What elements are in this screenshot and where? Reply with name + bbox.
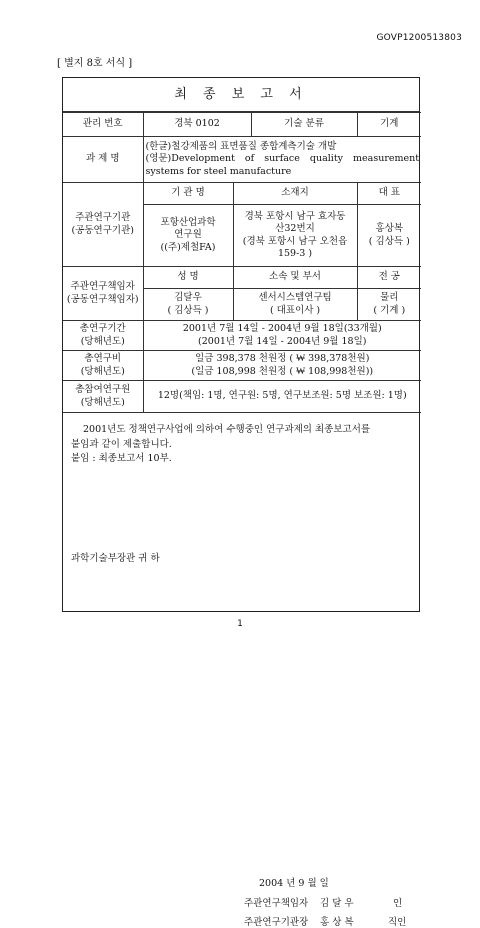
report-info-table xyxy=(63,112,421,413)
project-name-en: (영문)Development of surface quality measurement systems for steel manufacture xyxy=(145,153,420,177)
org-rep-line: 홍상복 xyxy=(375,223,404,235)
official-seal-mark: 직인 xyxy=(388,917,407,928)
addressee: 과학기술부장관 귀 하 xyxy=(71,553,160,564)
pi-label-joint: (공동연구책임자) xyxy=(66,293,139,305)
research-period xyxy=(143,321,421,351)
pi-label-main: 주관연구책임자 xyxy=(70,281,135,293)
pi-major xyxy=(357,289,421,321)
pi-signature-name: 김 달 우 xyxy=(320,898,354,910)
org-name xyxy=(143,205,233,267)
notice-line: 2001년도 정책연구사업에 의하여 수행중인 연구과제의 최종보고서를 xyxy=(83,424,371,435)
tech-class-label: 기술 분류 xyxy=(251,113,357,137)
head-signature-name: 홍 상 복 xyxy=(320,917,354,928)
org-name-line: 연구원 xyxy=(174,229,202,241)
staff-label-main: 총참여연구원 xyxy=(75,384,131,396)
org-col-addr: 소재지 xyxy=(233,183,357,205)
pi-major-line: ( 기계 ) xyxy=(373,304,406,316)
pi-label xyxy=(63,267,143,321)
pi-name-line: 김달우 xyxy=(174,292,202,304)
tech-class-value: 기계 xyxy=(357,113,421,137)
org-name-line: ((주)제철FA) xyxy=(160,241,216,253)
cost-label-main: 총연구비 xyxy=(84,353,122,365)
pi-col-dept: 소속 및 부서 xyxy=(233,267,357,289)
period-current: (2001년 7월 14일 - 2004년 9월 18일) xyxy=(198,335,367,347)
org-label-main: 주관연구기관 xyxy=(75,212,131,224)
org-address-line: (경북 포항시 남구 오천읍 xyxy=(242,235,348,247)
staff-label xyxy=(63,381,143,413)
period-label-main: 총연구기간 xyxy=(79,323,126,335)
org-address-line: 산32번지 xyxy=(275,223,315,235)
page-number: 1 xyxy=(237,619,243,629)
cost-label xyxy=(63,351,143,381)
org-col-rep: 대 표 xyxy=(357,183,421,205)
form-type-label: [ 별지 8호 서식 ] xyxy=(57,58,133,69)
pi-dept-line: 센서시스템연구팀 xyxy=(258,292,332,304)
staff-count: 12명(책임: 1명, 연구원: 5명, 연구보조원: 5명 보조원: 1명) xyxy=(143,381,421,413)
attachment-line: 붙임 : 최종보고서 10부. xyxy=(71,453,172,465)
cost-total: 일금 398,378 천원정 ( ₩ 398,378천원) xyxy=(195,353,370,365)
final-report-form xyxy=(62,77,420,928)
notice-line: 붙임과 같이 제출합니다. xyxy=(71,438,172,450)
org-address xyxy=(233,205,357,267)
org-representative xyxy=(357,205,421,267)
pi-name-line: ( 김상득 ) xyxy=(167,304,209,316)
document-id: GOVP1200513803 xyxy=(376,33,462,43)
research-cost xyxy=(143,351,421,381)
pi-dept-line: ( 대표이사 ) xyxy=(269,304,321,316)
period-total: 2001년 7월 14일 - 2004년 9월 18일(33개월) xyxy=(182,323,382,335)
pi-seal-mark: 인 xyxy=(393,898,403,910)
submission-notice xyxy=(63,413,419,467)
org-rep-line: ( 김상득 ) xyxy=(368,235,410,247)
period-label xyxy=(63,321,143,351)
cost-label-year: (당해년도) xyxy=(80,365,125,377)
org-col-name: 기 관 명 xyxy=(143,183,233,205)
project-label: 과 제 명 xyxy=(63,137,143,183)
period-label-year: (당해년도) xyxy=(80,335,125,347)
org-label xyxy=(63,183,143,267)
pi-col-name: 성 명 xyxy=(143,267,233,289)
staff-label-year: (당해년도) xyxy=(80,396,125,408)
cost-current: (일금 108,998 천원정 ( ₩ 108,998천원)) xyxy=(191,365,374,377)
pi-major-line: 물리 xyxy=(380,292,399,304)
head-signature-title: 주관연구기관장 xyxy=(244,917,309,928)
pi-name xyxy=(143,289,233,321)
project-names xyxy=(143,137,421,183)
pi-dept xyxy=(233,289,357,321)
submission-date: 2004 년 9 월 일 xyxy=(259,878,329,890)
pi-col-major: 전 공 xyxy=(357,267,421,289)
org-address-line: 159-3 ) xyxy=(277,247,313,259)
org-label-joint: (공동연구기관) xyxy=(71,224,134,236)
pi-signature-title: 주관연구책임자 xyxy=(244,898,309,910)
form-title: 최 종 보 고 서 xyxy=(63,78,419,112)
org-name-line: 포항산업과학 xyxy=(160,217,216,229)
org-address-line: 경북 포항시 남구 효자동 xyxy=(244,211,346,223)
mgmt-no-label: 관리 번호 xyxy=(63,113,143,137)
project-name-kr: (한글)철강제품의 표면품질 종합계측기술 개발 xyxy=(145,141,337,153)
mgmt-no-value: 경북 0102 xyxy=(143,113,251,137)
